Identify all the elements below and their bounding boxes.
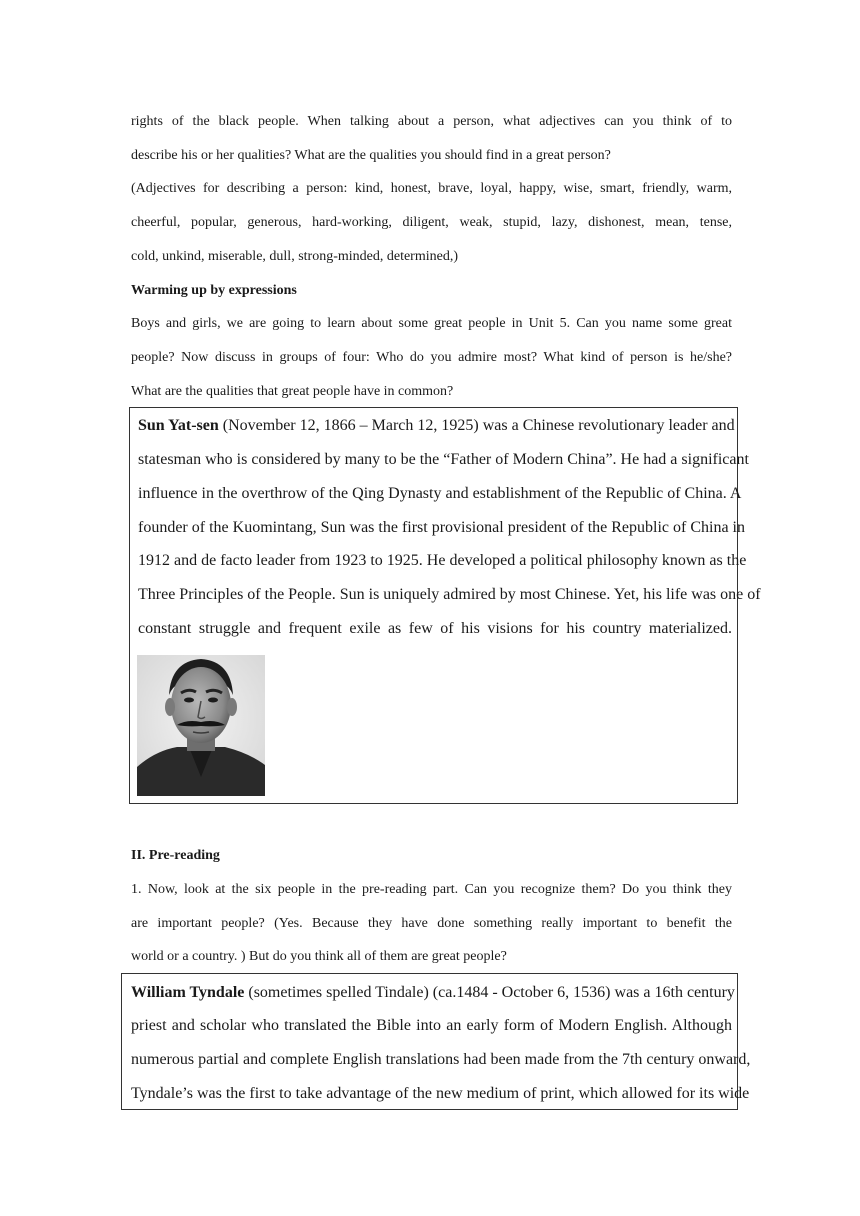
prereading-line: are important people? (Yes. Because they have done something really important to benefit the [131,916,732,931]
box-line: priest and scholar who translated the Bible into an early form of Modern English. Although [131,1017,732,1034]
warming-line: Boys and girls, we are going to learn about some great people in Unit 5. Can you name some great [131,316,732,331]
box-line: statesman who is considered by many to be the “Father of Modern China”. He had a significant [138,451,749,468]
box-line: founder of the Kuomintang, Sun was the first provisional president of the Republic of China in [138,519,745,536]
person-name: Sun Yat-sen [138,417,219,434]
prereading-line: 1. Now, look at the six people in the pre-reading part. Can you recognize them? Do you think they [131,882,732,897]
box-line [131,983,735,1003]
intro-line: cheerful, popular, generous, hard-working, diligent, weak, stupid, lazy, dishonest, mean, tense, [131,215,732,230]
box-line [138,416,735,436]
intro-line: cold, unkind, miserable, dull, strong-minded, determined,) [131,249,458,264]
intro-line: rights of the black people. When talking about a person, what adjectives can you think of to [131,114,732,129]
person-name: William Tyndale [131,984,245,1001]
warming-line: people? Now discuss in groups of four: Who do you admire most? What kind of person is he/she? [131,350,732,365]
box-line: Tyndale’s was the first to take advantage of the new medium of print, which allowed for its wide [131,1085,750,1102]
sun-yat-sen-portrait [137,655,265,796]
box-line: influence in the overthrow of the Qing Dynasty and establishment of the Republic of China. A [138,485,742,502]
prereading-line: world or a country. ) But do you think all of them are great people? [131,949,507,964]
box-line-text: (sometimes spelled Tindale) (ca.1484 - October 6, 1536) was a 16th century [244,984,735,1001]
intro-line: describe his or her qualities? What are the qualities you should find in a great person? [131,148,611,163]
warming-line: What are the qualities that great people have in common? [131,384,454,399]
box-line-text: (November 12, 1866 – March 12, 1925) was a Chinese revolutionary leader and [218,417,735,434]
section-heading: II. Pre-reading [131,848,220,863]
william-tyndale-box [121,973,751,1110]
box-line: 1912 and de facto leader from 1923 to 1925. He developed a political philosophy known as the [138,552,747,569]
section-heading: Warming up by expressions [131,283,297,298]
box-line: Three Principles of the People. Sun is uniquely admired by most Chinese. Yet, his life was one of [138,586,761,603]
box-line: constant struggle and frequent exile as few of his visions for his country materialized. [138,620,732,637]
box-line: numerous partial and complete English translations had been made from the 7th century onward, [131,1051,751,1068]
sun-yat-sen-box [129,407,761,804]
intro-line: (Adjectives for describing a person: kind, honest, brave, loyal, happy, wise, smart, friendly, warm, [131,181,732,196]
